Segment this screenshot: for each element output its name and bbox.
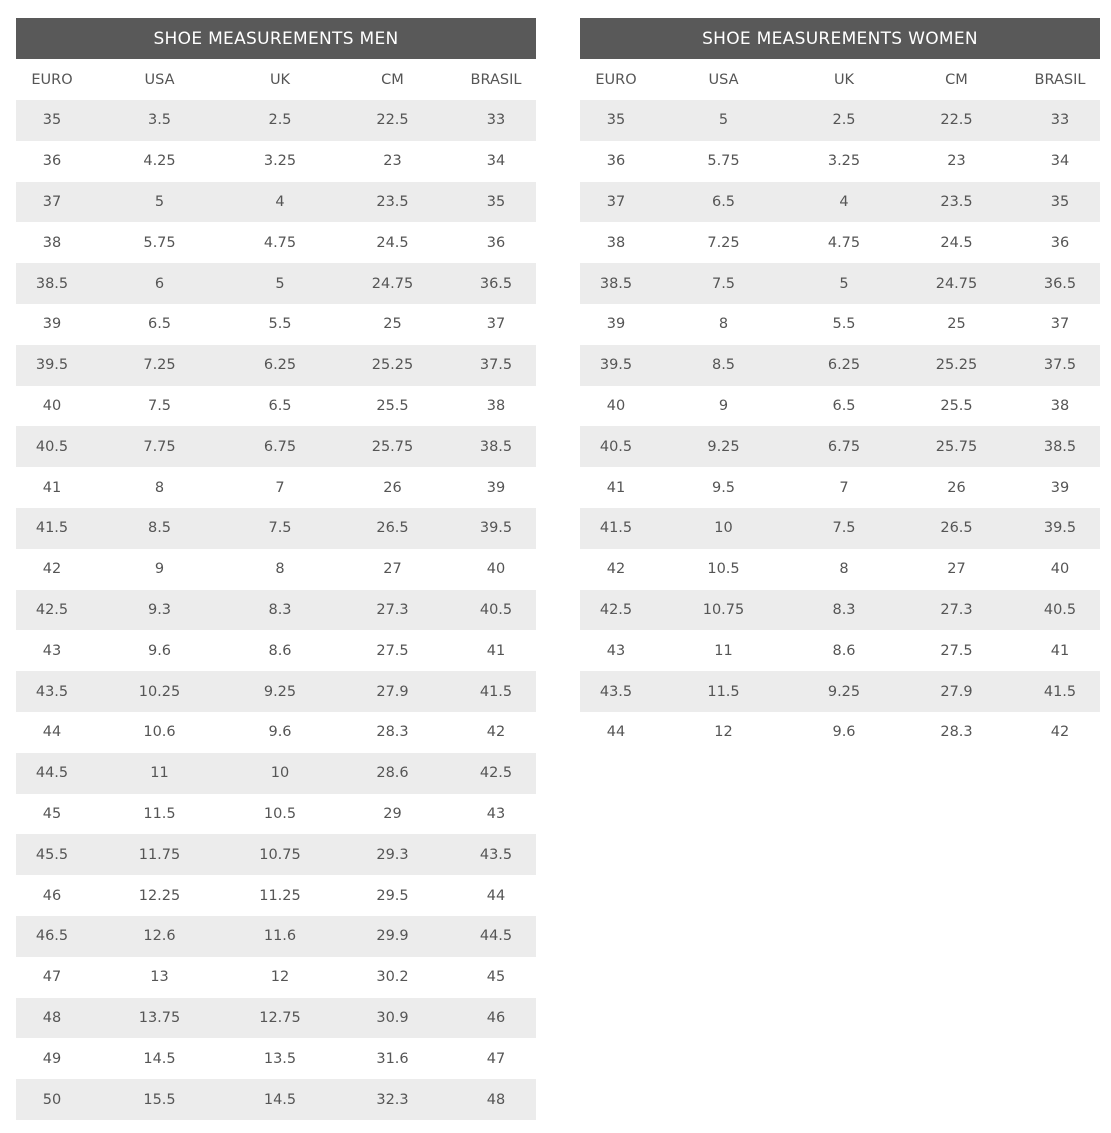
- uk-cell: 8.6: [832, 642, 856, 659]
- table-row: [16, 834, 536, 875]
- brasil-cell: 39.5: [479, 520, 513, 537]
- cm-cell: 27.3: [940, 601, 973, 618]
- cm-cell: 26.5: [376, 520, 409, 537]
- usa-cell: 6: [154, 275, 165, 292]
- table-row: [16, 998, 536, 1039]
- brasil-cell: 35: [1050, 193, 1070, 210]
- women-table-header: [580, 59, 1100, 100]
- brasil-cell: 42.5: [479, 765, 513, 782]
- brasil-cell: 34: [486, 153, 506, 170]
- cm-cell: 22.5: [376, 112, 409, 129]
- women-table-body: [580, 100, 1100, 753]
- cm-cell: 24.75: [935, 275, 978, 292]
- usa-cell: 9: [718, 397, 729, 414]
- usa-cell: 6.5: [711, 193, 736, 210]
- usa-cell: 7.25: [143, 357, 176, 374]
- table-row: [16, 141, 536, 182]
- uk-cell: 8: [839, 561, 849, 578]
- usa-cell: 5: [154, 193, 165, 210]
- table-row: [580, 100, 1100, 141]
- euro-cell: 41.5: [35, 520, 69, 537]
- table-row: [580, 712, 1100, 753]
- uk-cell: 4.75: [827, 234, 861, 251]
- euro-cell: 45.5: [35, 846, 69, 863]
- euro-cell: 39.5: [599, 357, 633, 374]
- usa-cell: 10.5: [707, 561, 740, 578]
- brasil-cell: 39: [486, 479, 506, 496]
- uk-cell: 9.6: [268, 724, 292, 741]
- usa-cell: 10.75: [702, 601, 745, 618]
- usa-cell: 6.5: [147, 316, 172, 333]
- cm-cell: 29.9: [376, 928, 409, 945]
- euro-cell: 40: [606, 397, 626, 414]
- usa-cell: 7.75: [143, 438, 176, 455]
- uk-cell: 6.25: [263, 357, 297, 374]
- cm-cell: 27.3: [376, 601, 409, 618]
- euro-cell: 39.5: [35, 357, 69, 374]
- euro-cell: 44: [606, 724, 626, 741]
- cm-cell: 31.6: [376, 1050, 409, 1067]
- euro-cell: 44.5: [35, 765, 69, 782]
- column-header-usa: USA: [144, 71, 175, 88]
- uk-cell: 4: [275, 193, 285, 210]
- uk-cell: 2.5: [832, 112, 856, 129]
- column-header-uk: UK: [269, 71, 291, 88]
- column-header-uk: UK: [833, 71, 855, 88]
- table-row: [16, 467, 536, 508]
- usa-cell: 9: [154, 561, 165, 578]
- brasil-cell: 42: [1050, 724, 1070, 741]
- uk-cell: 5: [275, 275, 285, 292]
- euro-cell: 45: [42, 805, 62, 822]
- brasil-cell: 36.5: [1043, 275, 1077, 292]
- brasil-cell: 38: [486, 397, 506, 414]
- euro-cell: 39: [42, 316, 62, 333]
- table-row: [580, 222, 1100, 263]
- uk-cell: 4: [839, 193, 849, 210]
- table-row: [580, 671, 1100, 712]
- uk-cell: 12: [270, 969, 290, 986]
- usa-cell: 11.5: [143, 805, 176, 822]
- brasil-cell: 36: [486, 234, 506, 251]
- brasil-cell: 41: [1050, 642, 1070, 659]
- uk-cell: 6.5: [268, 397, 292, 414]
- usa-cell: 13: [150, 969, 169, 986]
- brasil-cell: 40.5: [479, 601, 513, 618]
- euro-cell: 41.5: [599, 520, 633, 537]
- column-header-cm: CM: [381, 71, 404, 88]
- brasil-cell: 41: [486, 642, 506, 659]
- uk-cell: 10.5: [263, 805, 297, 822]
- column-header-brasil: BRASIL: [1034, 71, 1086, 88]
- brasil-cell: 37.5: [479, 357, 513, 374]
- table-row: [16, 426, 536, 467]
- uk-cell: 6.25: [827, 357, 861, 374]
- uk-cell: 9.25: [827, 683, 861, 700]
- euro-cell: 50: [42, 1091, 62, 1108]
- cm-cell: 27.5: [376, 642, 409, 659]
- table-row: [16, 957, 536, 998]
- cm-cell: 30.2: [376, 969, 409, 986]
- uk-cell: 10.75: [259, 846, 301, 863]
- uk-cell: 8: [275, 561, 285, 578]
- cm-cell: 25.25: [371, 357, 414, 374]
- usa-cell: 7.5: [147, 397, 172, 414]
- euro-cell: 46.5: [35, 928, 69, 945]
- euro-cell: 47: [42, 969, 62, 986]
- uk-cell: 5.5: [268, 316, 292, 333]
- usa-cell: 12: [714, 724, 733, 741]
- euro-cell: 37: [42, 193, 62, 210]
- brasil-cell: 47: [486, 1050, 506, 1067]
- euro-cell: 37: [606, 193, 626, 210]
- cm-cell: 28.6: [376, 765, 409, 782]
- cm-cell: 26.5: [940, 520, 973, 537]
- table-row: [580, 426, 1100, 467]
- usa-cell: 13.75: [138, 1009, 181, 1026]
- cm-cell: 25.75: [371, 438, 414, 455]
- brasil-cell: 35: [486, 193, 506, 210]
- brasil-cell: 48: [486, 1091, 506, 1108]
- cm-cell: 23.5: [376, 193, 409, 210]
- cm-cell: 29.5: [376, 887, 409, 904]
- uk-cell: 7.5: [268, 520, 292, 537]
- column-header-usa: USA: [708, 71, 739, 88]
- euro-cell: 38: [606, 234, 626, 251]
- table-row: [16, 712, 536, 753]
- brasil-cell: 37.5: [1043, 357, 1077, 374]
- table-row: [16, 875, 536, 916]
- usa-cell: 5.75: [707, 153, 740, 170]
- euro-cell: 36: [606, 153, 626, 170]
- uk-cell: 3.25: [827, 153, 861, 170]
- cm-cell: 30.9: [376, 1009, 409, 1026]
- euro-cell: 43: [606, 642, 626, 659]
- brasil-cell: 37: [486, 316, 506, 333]
- table-row: [16, 1038, 536, 1079]
- uk-cell: 2.5: [268, 112, 292, 129]
- brasil-cell: 43: [486, 805, 506, 822]
- euro-cell: 42.5: [599, 601, 633, 618]
- brasil-cell: 44: [486, 887, 506, 904]
- cm-cell: 25.25: [935, 357, 978, 374]
- usa-cell: 9.25: [707, 438, 740, 455]
- brasil-cell: 33: [1050, 112, 1070, 129]
- cm-cell: 23: [947, 153, 966, 170]
- euro-cell: 40.5: [599, 438, 633, 455]
- cm-cell: 27.5: [940, 642, 973, 659]
- brasil-cell: 38.5: [479, 438, 513, 455]
- usa-cell: 3.5: [147, 112, 172, 129]
- table-row: [16, 222, 536, 263]
- uk-cell: 7: [839, 479, 849, 496]
- uk-cell: 11.6: [263, 928, 297, 945]
- column-header-euro: EURO: [31, 71, 73, 88]
- brasil-cell: 43.5: [479, 846, 513, 863]
- cm-cell: 25.5: [940, 397, 973, 414]
- brasil-cell: 40: [486, 561, 506, 578]
- table-row: [580, 467, 1100, 508]
- men-table-header: [16, 59, 536, 100]
- usa-cell: 9.3: [147, 601, 172, 618]
- euro-cell: 42: [42, 561, 62, 578]
- euro-cell: 40: [42, 397, 62, 414]
- table-row: [580, 263, 1100, 304]
- brasil-cell: 45: [486, 969, 506, 986]
- brasil-cell: 41.5: [1043, 683, 1077, 700]
- uk-cell: 6.75: [263, 438, 297, 455]
- euro-cell: 44: [42, 724, 62, 741]
- euro-cell: 40.5: [35, 438, 69, 455]
- uk-cell: 10: [270, 765, 290, 782]
- table-row: [16, 182, 536, 223]
- usa-cell: 5.75: [143, 234, 176, 251]
- cm-cell: 24.5: [376, 234, 409, 251]
- usa-cell: 11.75: [138, 846, 181, 863]
- brasil-cell: 40.5: [1043, 601, 1077, 618]
- euro-cell: 39: [606, 316, 626, 333]
- usa-cell: 11: [714, 642, 733, 659]
- usa-cell: 8: [154, 479, 165, 496]
- column-header-cm: CM: [945, 71, 968, 88]
- table-row: [580, 590, 1100, 631]
- brasil-cell: 38.5: [1043, 438, 1077, 455]
- table-row: [16, 1079, 536, 1120]
- usa-cell: 7.5: [711, 275, 736, 292]
- euro-cell: 48: [42, 1009, 62, 1026]
- cm-cell: 25.5: [376, 397, 409, 414]
- usa-cell: 12.6: [143, 928, 176, 945]
- usa-cell: 10.6: [143, 724, 176, 741]
- usa-cell: 14.5: [143, 1050, 176, 1067]
- uk-cell: 4.75: [263, 234, 297, 251]
- brasil-cell: 42: [486, 724, 506, 741]
- usa-cell: 10: [714, 520, 733, 537]
- uk-cell: 11.25: [259, 887, 301, 904]
- euro-cell: 42.5: [35, 601, 69, 618]
- brasil-cell: 39: [1050, 479, 1070, 496]
- brasil-cell: 36.5: [479, 275, 513, 292]
- uk-cell: 14.5: [263, 1091, 297, 1108]
- brasil-cell: 44.5: [479, 928, 513, 945]
- usa-cell: 12.25: [138, 887, 181, 904]
- euro-cell: 38.5: [35, 275, 69, 292]
- table-row: [580, 630, 1100, 671]
- men-table-title: SHOE MEASUREMENTS MEN: [16, 18, 536, 59]
- euro-cell: 35: [42, 112, 62, 129]
- uk-cell: 5: [839, 275, 849, 292]
- column-header-brasil: BRASIL: [470, 71, 522, 88]
- cm-cell: 27.9: [940, 683, 973, 700]
- men-size-table: [16, 18, 536, 1120]
- euro-cell: 43: [42, 642, 62, 659]
- usa-cell: 9.6: [147, 642, 172, 659]
- cm-cell: 26: [383, 479, 402, 496]
- table-row: [16, 753, 536, 794]
- cm-cell: 29.3: [376, 846, 409, 863]
- euro-cell: 35: [606, 112, 626, 129]
- brasil-cell: 37: [1050, 316, 1070, 333]
- brasil-cell: 34: [1050, 153, 1070, 170]
- cm-cell: 23.5: [940, 193, 973, 210]
- table-row: [16, 794, 536, 835]
- table-row: [580, 549, 1100, 590]
- uk-cell: 9.6: [832, 724, 856, 741]
- euro-cell: 38: [42, 234, 62, 251]
- usa-cell: 9.5: [711, 479, 736, 496]
- table-row: [16, 549, 536, 590]
- table-row: [16, 100, 536, 141]
- cm-cell: 26: [947, 479, 966, 496]
- table-row: [16, 386, 536, 427]
- euro-cell: 46: [42, 887, 62, 904]
- cm-cell: 22.5: [940, 112, 973, 129]
- table-row: [16, 630, 536, 671]
- table-row: [580, 304, 1100, 345]
- euro-cell: 38.5: [599, 275, 633, 292]
- cm-cell: 25.75: [935, 438, 978, 455]
- euro-cell: 41: [606, 479, 626, 496]
- euro-cell: 43.5: [599, 683, 633, 700]
- table-row: [580, 141, 1100, 182]
- euro-cell: 41: [42, 479, 62, 496]
- euro-cell: 42: [606, 561, 626, 578]
- table-row: [16, 304, 536, 345]
- table-row: [16, 345, 536, 386]
- usa-cell: 8.5: [711, 357, 736, 374]
- table-row: [580, 182, 1100, 223]
- usa-cell: 5: [718, 112, 729, 129]
- cm-cell: 24.5: [940, 234, 973, 251]
- cm-cell: 27.9: [376, 683, 409, 700]
- cm-cell: 23: [383, 153, 402, 170]
- brasil-cell: 36: [1050, 234, 1070, 251]
- uk-cell: 13.5: [263, 1050, 297, 1067]
- cm-cell: 28.3: [376, 724, 409, 741]
- uk-cell: 9.25: [263, 683, 297, 700]
- brasil-cell: 40: [1050, 561, 1070, 578]
- brasil-cell: 38: [1050, 397, 1070, 414]
- brasil-cell: 41.5: [479, 683, 513, 700]
- uk-cell: 8.6: [268, 642, 292, 659]
- usa-cell: 10.25: [138, 683, 181, 700]
- cm-cell: 24.75: [371, 275, 414, 292]
- usa-cell: 8.5: [147, 520, 172, 537]
- brasil-cell: 33: [486, 112, 506, 129]
- table-row: [16, 916, 536, 957]
- brasil-cell: 46: [486, 1009, 506, 1026]
- euro-cell: 36: [42, 153, 62, 170]
- uk-cell: 8.3: [832, 601, 856, 618]
- cm-cell: 28.3: [940, 724, 973, 741]
- table-row: [580, 386, 1100, 427]
- euro-cell: 43.5: [35, 683, 69, 700]
- euro-cell: 49: [42, 1050, 62, 1067]
- uk-cell: 7: [275, 479, 285, 496]
- table-row: [16, 590, 536, 631]
- uk-cell: 7.5: [832, 520, 856, 537]
- men-table-body: [16, 100, 536, 1120]
- uk-cell: 6.5: [832, 397, 856, 414]
- uk-cell: 3.25: [263, 153, 297, 170]
- table-row: [16, 671, 536, 712]
- table-row: [580, 508, 1100, 549]
- usa-cell: 4.25: [143, 153, 176, 170]
- table-row: [16, 263, 536, 304]
- cm-cell: 25: [383, 316, 402, 333]
- women-size-table: [580, 18, 1100, 753]
- women-table-title: SHOE MEASUREMENTS WOMEN: [580, 18, 1100, 59]
- usa-cell: 15.5: [143, 1091, 176, 1108]
- uk-cell: 5.5: [832, 316, 856, 333]
- usa-cell: 11.5: [707, 683, 740, 700]
- usa-cell: 8: [718, 316, 729, 333]
- usa-cell: 7.25: [707, 234, 740, 251]
- usa-cell: 11: [150, 765, 169, 782]
- brasil-cell: 39.5: [1043, 520, 1077, 537]
- uk-cell: 6.75: [827, 438, 861, 455]
- uk-cell: 8.3: [268, 601, 292, 618]
- uk-cell: 12.75: [259, 1009, 301, 1026]
- cm-cell: 29: [383, 805, 402, 822]
- cm-cell: 25: [947, 316, 966, 333]
- cm-cell: 32.3: [376, 1091, 409, 1108]
- cm-cell: 27: [383, 561, 402, 578]
- table-row: [16, 508, 536, 549]
- cm-cell: 27: [947, 561, 966, 578]
- table-row: [580, 345, 1100, 386]
- column-header-euro: EURO: [595, 71, 637, 88]
